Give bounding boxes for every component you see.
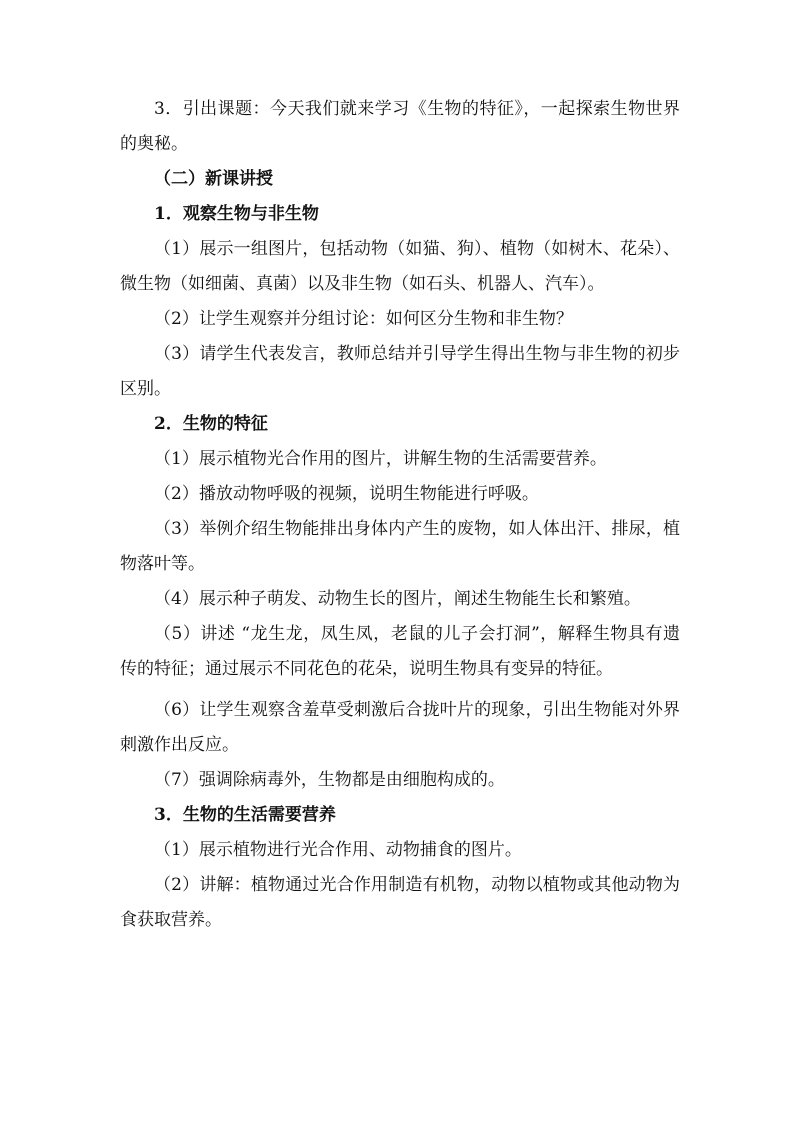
subheading-nutrition: 3．生物的生活需要营养: [154, 805, 336, 825]
paragraph-show-pictures: （1）展示一组图片，包括动物（如猫、狗）、植物（如树木、花朵）、微生物（如细菌、真菌）以及非生物（如石头、机器人、汽车）。: [120, 239, 680, 294]
paragraph-explain-nutrition: （2）讲解：植物通过光合作用制造有机物，动物以植物或其他动物为食获取营养。: [120, 875, 680, 930]
paragraph-student-speak: （3）请学生代表发言，教师总结并引导学生得出生物与非生物的初步区别。: [120, 344, 680, 399]
paragraph-cells: （7）强调除病毒外，生物都是由细胞构成的。: [154, 770, 505, 790]
paragraph-intro-topic: 3．引出课题：今天我们就来学习《生物的特征》，一起探索生物世界的奥秘。: [120, 99, 680, 154]
document-body: [120, 92, 680, 938]
paragraph-stimulus: （6）让学生观察含羞草受刺激后合拢叶片的现象，引出生物能对外界刺激作出反应。: [120, 700, 680, 755]
paragraph-photosynthesis: （1）展示植物光合作用的图片，讲解生物的生活需要营养。: [154, 449, 607, 469]
paragraph-heredity: （5）讲述 “龙生龙，凤生凤，老鼠的儿子会打洞”，解释生物具有遗传的特征；通过展示不同花色的花朵，说明生物具有变异的特征。: [120, 624, 680, 679]
paragraph-breathing: （2）播放动物呼吸的视频，说明生物能进行呼吸。: [154, 484, 539, 504]
subheading-features: 2．生物的特征: [154, 414, 268, 434]
subheading-observe-living: 1．观察生物与非生物: [154, 204, 319, 224]
paragraph-growth: （4）展示种子萌发、动物生长的图片，阐述生物能生长和繁殖。: [154, 589, 641, 609]
paragraph-group-discussion: （2）让学生观察并分组讨论：如何区分生物和非生物？: [154, 309, 573, 329]
paragraph-waste: （3）举例介绍生物能排出身体内产生的废物，如人体出汗、排尿，植物落叶等。: [120, 519, 680, 574]
section-heading-new-lesson: （二）新课讲授: [154, 169, 273, 189]
paragraph-show-feeding: （1）展示植物进行光合作用、动物捕食的图片。: [154, 840, 522, 860]
